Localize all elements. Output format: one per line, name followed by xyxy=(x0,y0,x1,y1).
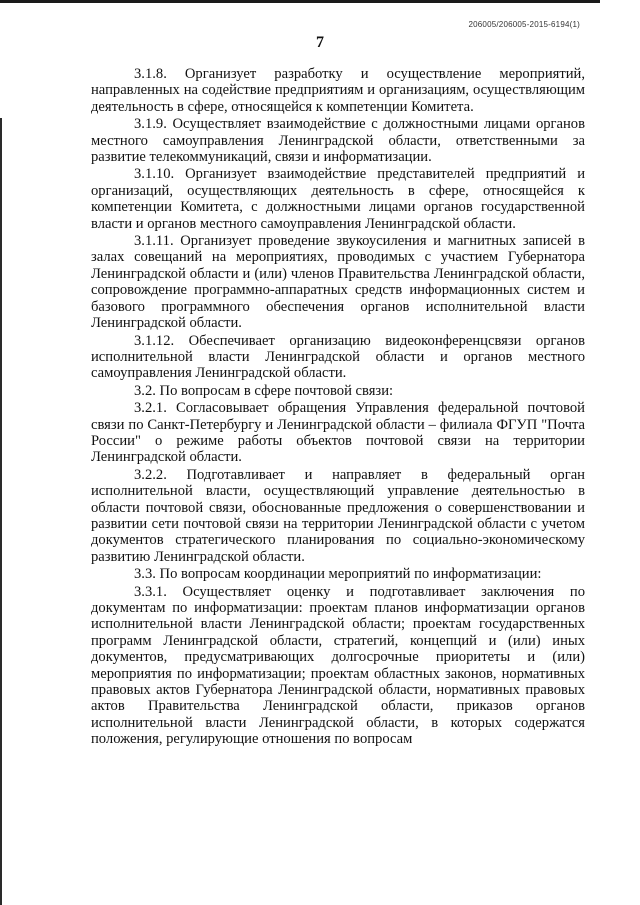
left-scan-edge xyxy=(0,118,2,905)
page-number: 7 xyxy=(316,34,324,51)
paragraph-3-1-11: 3.1.11. Организует проведение звукоусиления и магнитных записей в залах совещаний на мероприятиях, проводимых с участием Губернатора Ленинградской области и (или) членов Правительства Ленинградской области, сопровождение программно-аппаратных средств информационных систем и базового программного обеспечения органов исполнительной власти Ленинградской области. xyxy=(91,233,585,332)
document-body xyxy=(91,66,585,749)
paragraph-3-1-8: 3.1.8. Организует разработку и осуществление мероприятий, направленных на содействие предприятиям и организациям, осуществляющим деятельность в сфере, относящейся к компетенции Комитета. xyxy=(91,66,585,115)
paragraph-3-1-9: 3.1.9. Осуществляет взаимодействие с должностными лицами органов местного самоуправления Ленинградской области, ответственными за развитие телекоммуникаций, связи и информатизации. xyxy=(91,116,585,166)
paragraph-3-1-10: 3.1.10. Организует взаимодействие представителей предприятий и организаций, осуществляющих деятельность в сфере, относящейся к компетенции Комитета, с должностными лицами органов государственной власти и органов местного самоуправления Ленинградской области. xyxy=(91,166,585,232)
document-id: 206005/206005-2015-6194(1) xyxy=(468,20,580,29)
section-heading-3-3: 3.3. По вопросам координации мероприятий по информатизации: xyxy=(134,566,542,583)
paragraph-3-1-12: 3.1.12. Обеспечивает организацию видеоконференцсвязи органов исполнительной власти Ленинградской области и органов местного самоуправления Ленинградской области. xyxy=(91,332,585,382)
paragraph-3-3-1: 3.3.1. Осуществляет оценку и подготавливает заключения по документам по информатизации: проектам планов информатизации органов исполнительной власти Ленинградской области; проектам государственных программ Ленинградской области, стратегий, концепций и (или) иных документов, предусматривающих долгосрочные приоритеты и (или) мероприятия по информатизации; проектам областных законов, нормативных правовых актов Губернатора Ленинградской области, нормативных правовых актов Правительства Ленинградской области, приказов органов исполнительной власти Ленинградской области, в которых содержатся положения, регулирующие отношения по вопросам xyxy=(91,583,585,748)
top-border-line xyxy=(0,0,600,3)
section-heading-3-2: 3.2. По вопросам в сфере почтовой связи: xyxy=(134,382,394,399)
paragraph-3-2-2: 3.2.2. Подготавливает и направляет в федеральный орган исполнительной власти, осуществляющий управление деятельностью в области почтовой связи, обоснованные предложения о совершенствовании и развитии сети почтовой связи на территории Ленинградской области с учетом документов стратегического планирования по социально-экономическому развитию Ленинградской области. xyxy=(91,466,585,565)
paragraph-3-2-1: 3.2.1. Согласовывает обращения Управления федеральной почтовой связи по Санкт-Петербургу и Ленинградской области – филиала ФГУП "Почта России" о режиме работы объектов почтовой связи на территории Ленинградской области. xyxy=(91,400,585,466)
